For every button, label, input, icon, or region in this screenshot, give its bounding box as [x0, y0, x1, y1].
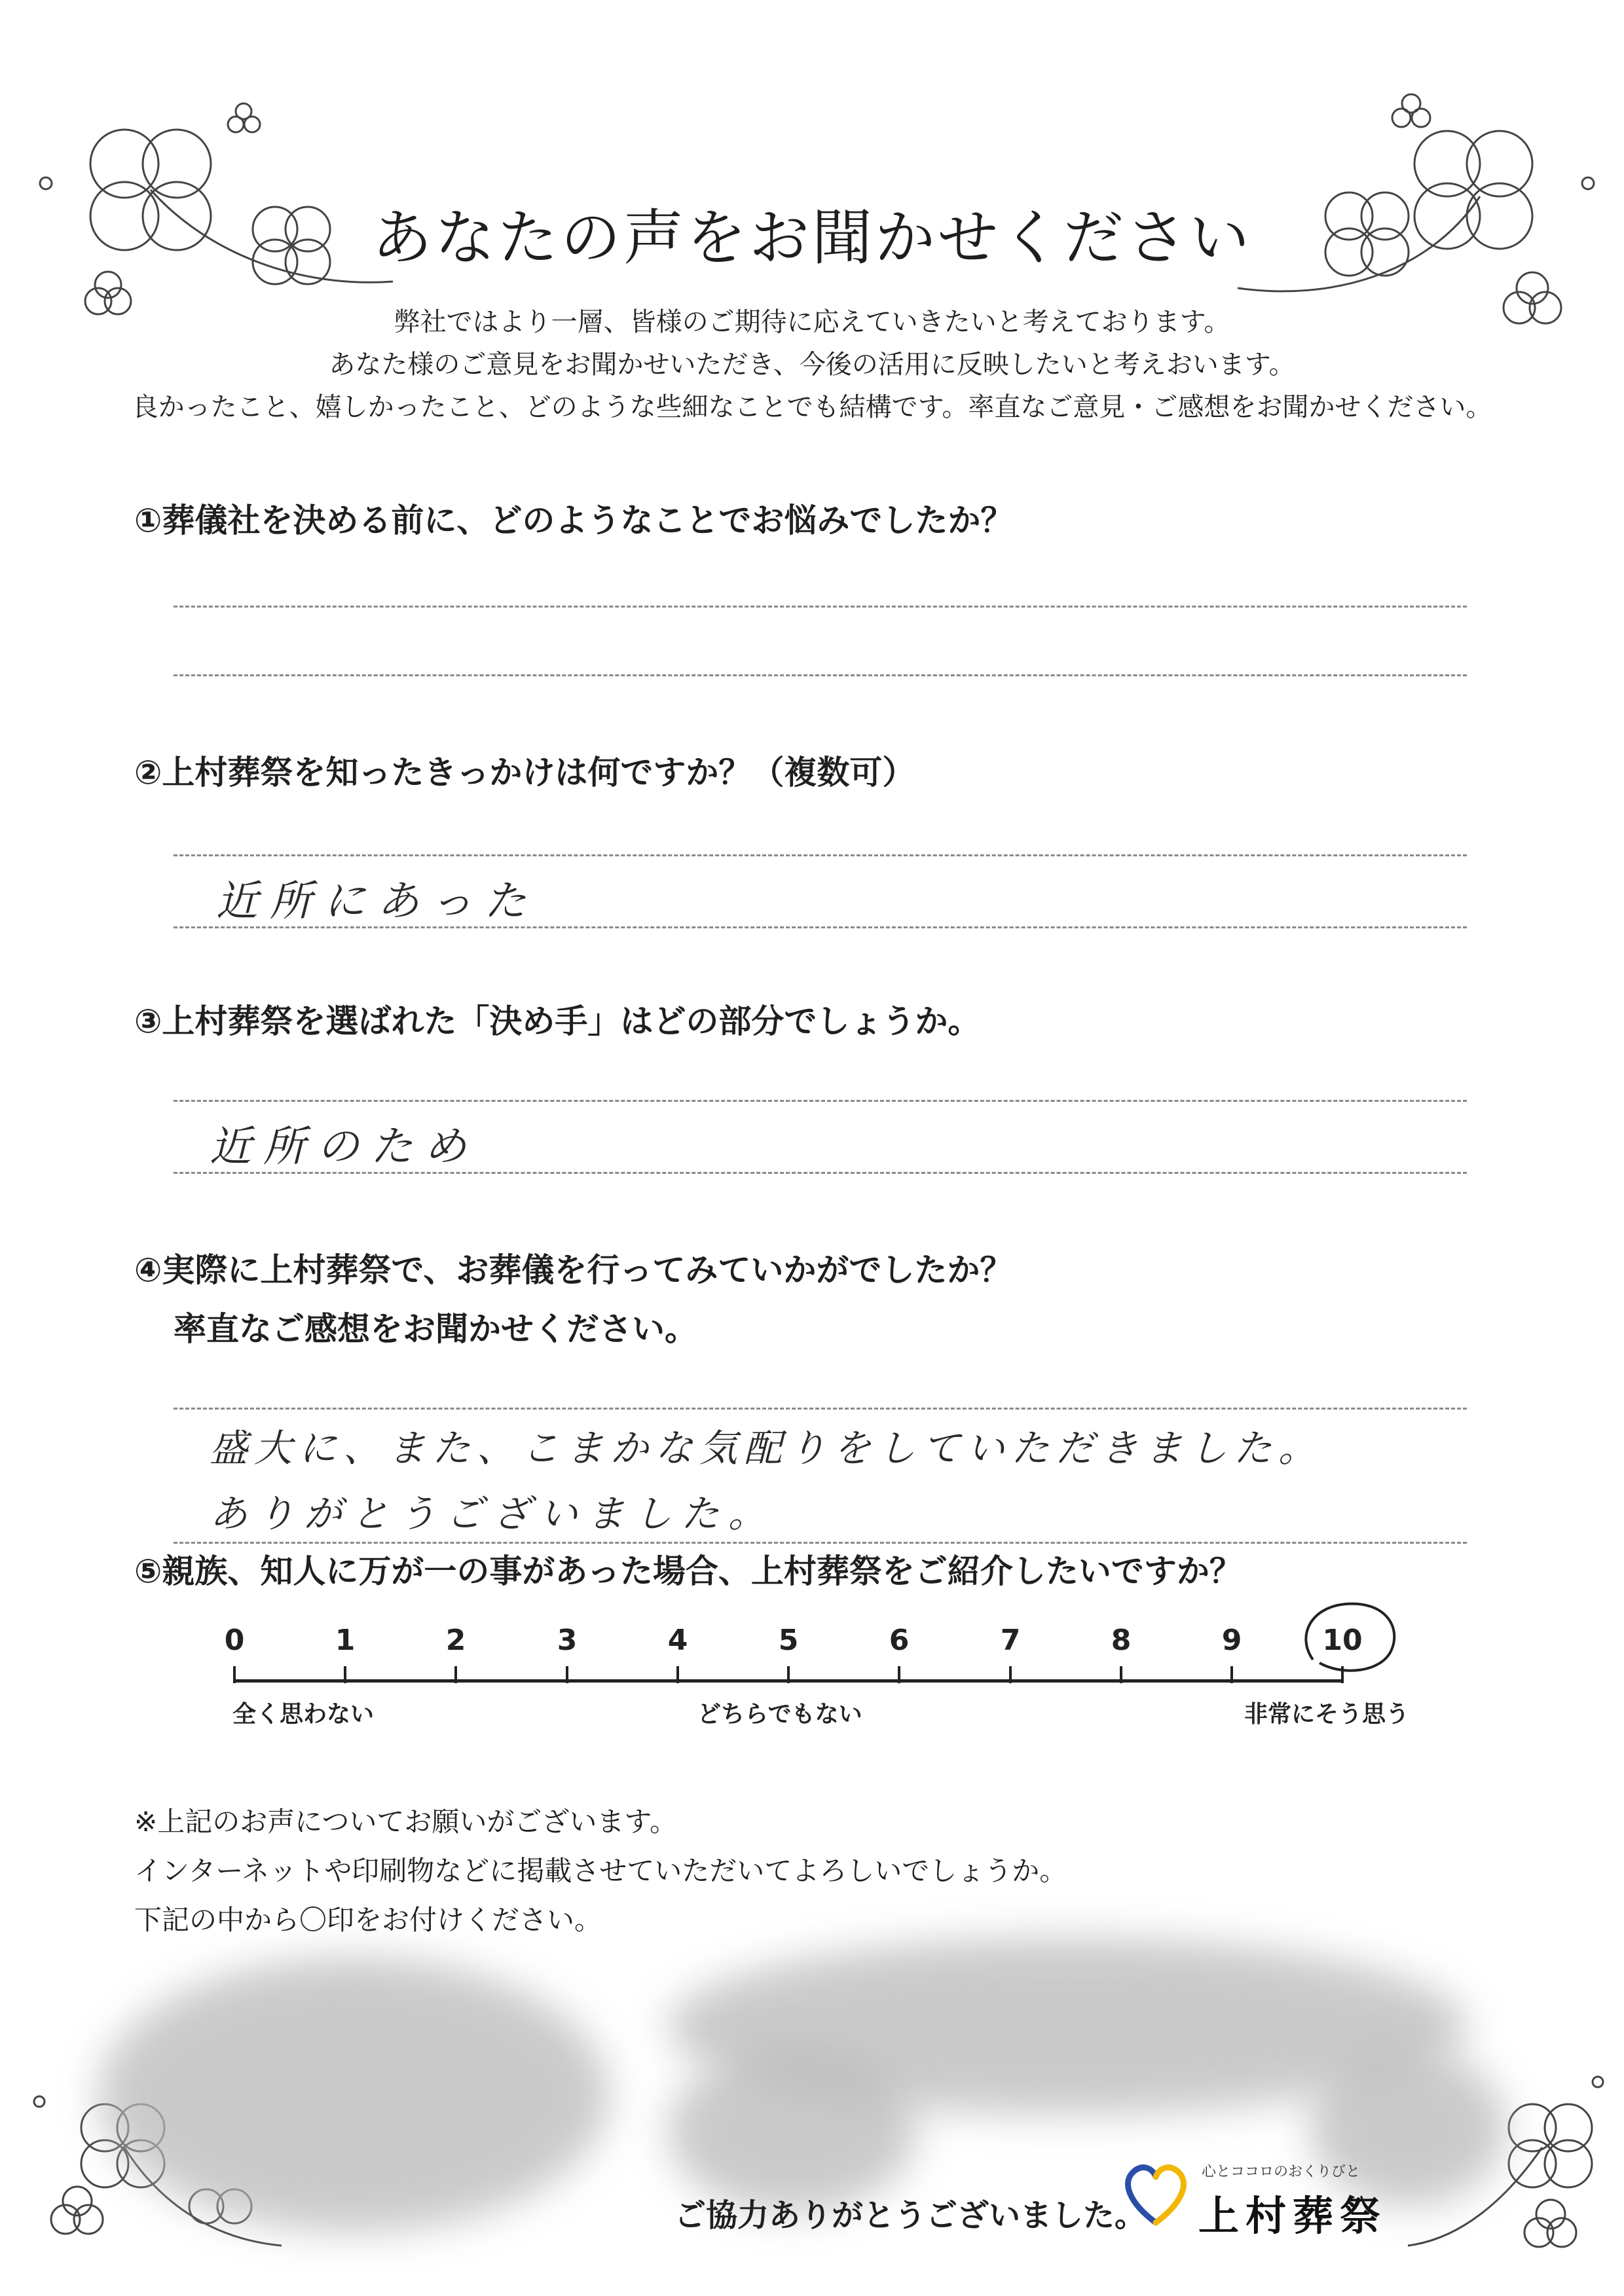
redacted-area-left	[98, 1958, 609, 2232]
scale-tick	[344, 1666, 346, 1683]
redacted-area-right-corner	[1310, 2049, 1506, 2206]
answer-line	[174, 606, 1467, 608]
scale-tick	[233, 1666, 236, 1683]
note-line-1: ※上記のお声についてお願いがございます。	[134, 1806, 677, 1838]
question-3-label: ③上村葬祭を選ばれた「決め手」はどの部分でしょうか。	[134, 1002, 981, 1040]
scale-tick	[787, 1666, 790, 1683]
page-title: あなたの声をお聞かせください	[371, 203, 1252, 273]
question-4-answer-line-1: 盛大に、また、こまかな気配りをしていただきました。	[210, 1426, 1323, 1470]
scale-label-mid: どちらでもない	[697, 1701, 862, 1728]
scale-number-0: 0	[224, 1624, 245, 1657]
scale-label-low: 全く思わない	[232, 1701, 375, 1728]
scale-tick	[898, 1666, 900, 1683]
question-1-label: ①葬儀社を決める前に、どのようなことでお悩みでしたか？	[134, 501, 1014, 539]
question-2-answer: 近所にあった	[216, 877, 538, 926]
question-5-label: ⑤親族、知人に万が一の事があった場合、上村葬祭をご紹介したいですか？	[134, 1552, 1242, 1590]
answer-line	[174, 854, 1467, 856]
scale-number-10: 10	[1322, 1624, 1363, 1657]
logo-name: 上村葬祭	[1198, 2192, 1388, 2240]
answer-line	[174, 1542, 1467, 1544]
question-4-label-line-1: ④実際に上村葬祭で、お葬儀を行ってみていかがでしたか？	[134, 1251, 1013, 1289]
intro-line-3: 良かったこと、嬉しかったこと、どのような些細なことでも結構です。率直なご意見・ご感想をお聞かせください。	[132, 392, 1492, 422]
heart-logo-icon	[1116, 2154, 1195, 2232]
scale-number-3: 3	[557, 1624, 578, 1657]
intro-line-1: 弊社ではより一層、皆様のご期待に応えていきたいと考えております。	[394, 307, 1230, 337]
question-4-label-line-2: 率直なご感想をお聞かせください。	[174, 1310, 697, 1348]
question-2-label: ②上村葬祭を知ったきっかけは何ですか？（複数可）	[134, 754, 915, 792]
scale-number-2: 2	[445, 1624, 466, 1657]
answer-line	[174, 926, 1467, 928]
scale-tick	[566, 1666, 568, 1683]
scale-tick	[676, 1666, 679, 1683]
scale-number-6: 6	[889, 1624, 910, 1657]
scale-number-8: 8	[1111, 1624, 1132, 1657]
answer-line	[174, 1100, 1467, 1102]
answer-line	[174, 1408, 1467, 1410]
question-3-answer: 近所のため	[210, 1123, 478, 1171]
intro-line-2: あなた様のご意見をお聞かせいただき、今後の活用に反映したいと考えおいます。	[329, 350, 1295, 380]
scale-number-1: 1	[335, 1624, 356, 1657]
scale-number-9: 9	[1221, 1624, 1242, 1657]
note-line-2: インターネットや印刷物などに掲載させていただいてよろしいでしょうか。	[134, 1855, 1067, 1887]
scale-tick	[1120, 1666, 1122, 1683]
scale-label-high: 非常にそう思う	[1244, 1701, 1410, 1728]
logo-tagline: 心とココロのおくりびと	[1202, 2164, 1361, 2180]
selected-rating-circle	[1293, 1597, 1405, 1683]
scale-number-5: 5	[778, 1624, 799, 1657]
redacted-area-right-lower	[668, 2049, 917, 2213]
scale-tick	[1009, 1666, 1012, 1683]
scale-tick	[454, 1666, 457, 1683]
answer-line	[174, 1172, 1467, 1174]
thanks-message: ご協力ありがとうございました。	[674, 2197, 1147, 2234]
scale-number-7: 7	[1000, 1624, 1021, 1657]
note-line-3: 下記の中から〇印をお付けください。	[134, 1904, 602, 1936]
answer-line	[174, 674, 1467, 676]
scale-number-4: 4	[667, 1624, 688, 1657]
scale-tick	[1230, 1666, 1233, 1683]
question-4-answer-line-2: ありがとうございました。	[210, 1491, 776, 1536]
